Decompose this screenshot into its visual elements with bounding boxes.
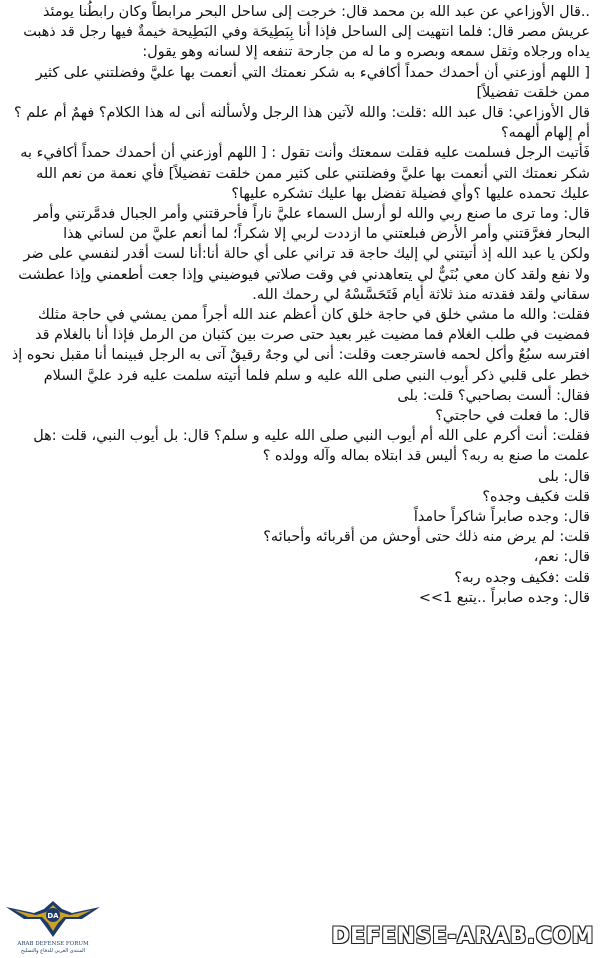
forum-logo (4, 893, 102, 957)
site-watermark: DEFENSE-ARAB.COM (331, 924, 594, 949)
paragraph-dialogue-6: قال: وجده صابراً شاكراً حامداً (413, 509, 590, 526)
paragraph-dua: [ اللهم أوزعني أن أحمدك حمداً أكافيء به شكر نعمتك التي أنعمت بها عليَّ وفضلتني على كثير ممن خلقت تفضيلاً] (35, 64, 590, 101)
paragraph-reply: فقلت: والله ما مشي خلق في حاجة خلق كان أعظم عند الله أجراً ممن يمشي في حاجة مثلك (38, 307, 590, 324)
paragraph-dialogue-7: قلت: لم يرض منه ذلك حتى أوحش من أقربائه وأحبائه؟ (263, 529, 590, 546)
paragraph-dialogue-4: قال: بلى (538, 468, 590, 485)
paragraph-answer: قال: وما ترى ما صنع ربي والله لو أرسل السماء عليَّ ناراً فأحرقتني وأمر الجبال فدمَّرتني وأمر البحار فغرَّقتني وأمر الأرض فبلعتني ما ازددت لربي إلا شكراً؛ لما أنعم عليَّ من لساني هذا (33, 206, 590, 243)
paragraph-continued: قال: وجده صابراً ..يتبع 1>> (418, 589, 590, 606)
paragraph-dialogue-5: قلت فكيف وجده؟ (482, 488, 590, 505)
paragraph-request: ولكن يا عبد الله إذ أتيتني لي إليك حاجة قد تراني على أي حالة أنا:أنا لست أقدر لنفسي على ضر ولا نفع ولقد كان معي بُنَيٌّ لي يتعاهدني في وقت صلاتي فيوضيني وإذا جعت أطعمني وإذا عطشت سقاني ولقد فقدته منذ ثلاثة أيام فَتَحَسَّسْهُ لي رحمك الله. (18, 246, 590, 303)
paragraph-visit: فَأتيت الرجل فسلمت عليه فقلت سمعتك وأنت تقول : [ اللهم أوزعني أن أحمدك حمداً أكافيء به شكر نعمتك التي أنعمت بها عليَّ وفضلتني على كثير ممن خلقت تفضيلاً] فأي نعمة من نعم الله عليك تحمده عليها ؟وأي فضيلة تفضل بها عليك تشكره عليها؟ (20, 145, 590, 202)
paragraph-dialogue-2: قال: ما فعلت في حاجتي؟ (435, 408, 590, 425)
paragraph-dialogue-9: قلت :فكيف وجده ربه؟ (454, 569, 590, 586)
svg-text:DA: DA (47, 912, 59, 920)
paragraph-dialogue-3: فقلت: أنت أكرم على الله أم أيوب النبي صلى الله عليه و سلم؟ قال: بل أيوب النبي، قلت :هل علمت ما صنع به ربه؟ أليس قد ابتلاه بماله وآله وولده ؟ (33, 428, 590, 465)
paragraph-intro: ..قال الأوزاعي عن عبد الله بن محمد قال: خرجت إلى ساحل البحر مرابطاً وكان رابطُنا يومئذ عريش مصر قال: فلما انتهيت إلى الساحل فإذا أنا بِبَطِيحَة وفي البَطِيحة خيمةٌ فيها رجل قد ذهبت يداه ورجلاه وثقل سمعه وبصره و ما له من جارحة تنفعه إلا لسانه وهو يقول: (23, 4, 590, 61)
logo-caption: ARAB DEFENSE FORUM (17, 941, 89, 947)
paragraph-dialogue-1: فقال: ألست بصاحبي؟ قلت: بلى (397, 387, 590, 404)
paragraph-question: قال الأوزاعي: قال عبد الله :قلت: والله لآتين هذا الرجل ولأسألنه أنى له هذا الكلام؟ فهمٌ أم علم ؟أم إلهام ألهمه؟ (13, 105, 590, 142)
eagle-emblem-icon (4, 893, 102, 941)
logo-subtitle: المنتدى العربي للدفاع والتسليح (20, 948, 86, 954)
paragraph-search: فمضيت في طلب الغلام فما مضيت غير بعيد حتى صرت بين كثبان من الرمل فإذا أنا بالغلام قد افترسه سبُعٌ وأكل لحمه فاسترجعت وقلت: أنى لي وجهٌ رقيقٌ آتى به الرجل فبينما أنا مقبل نحوه إذ خطر على قلبي ذكر أيوب النبي صلى الله عليه و سلم فلما أتيته سلمت عليه فرد عليَّ السلام (11, 327, 590, 384)
paragraph-dialogue-8: قال: نعم، (533, 549, 590, 566)
